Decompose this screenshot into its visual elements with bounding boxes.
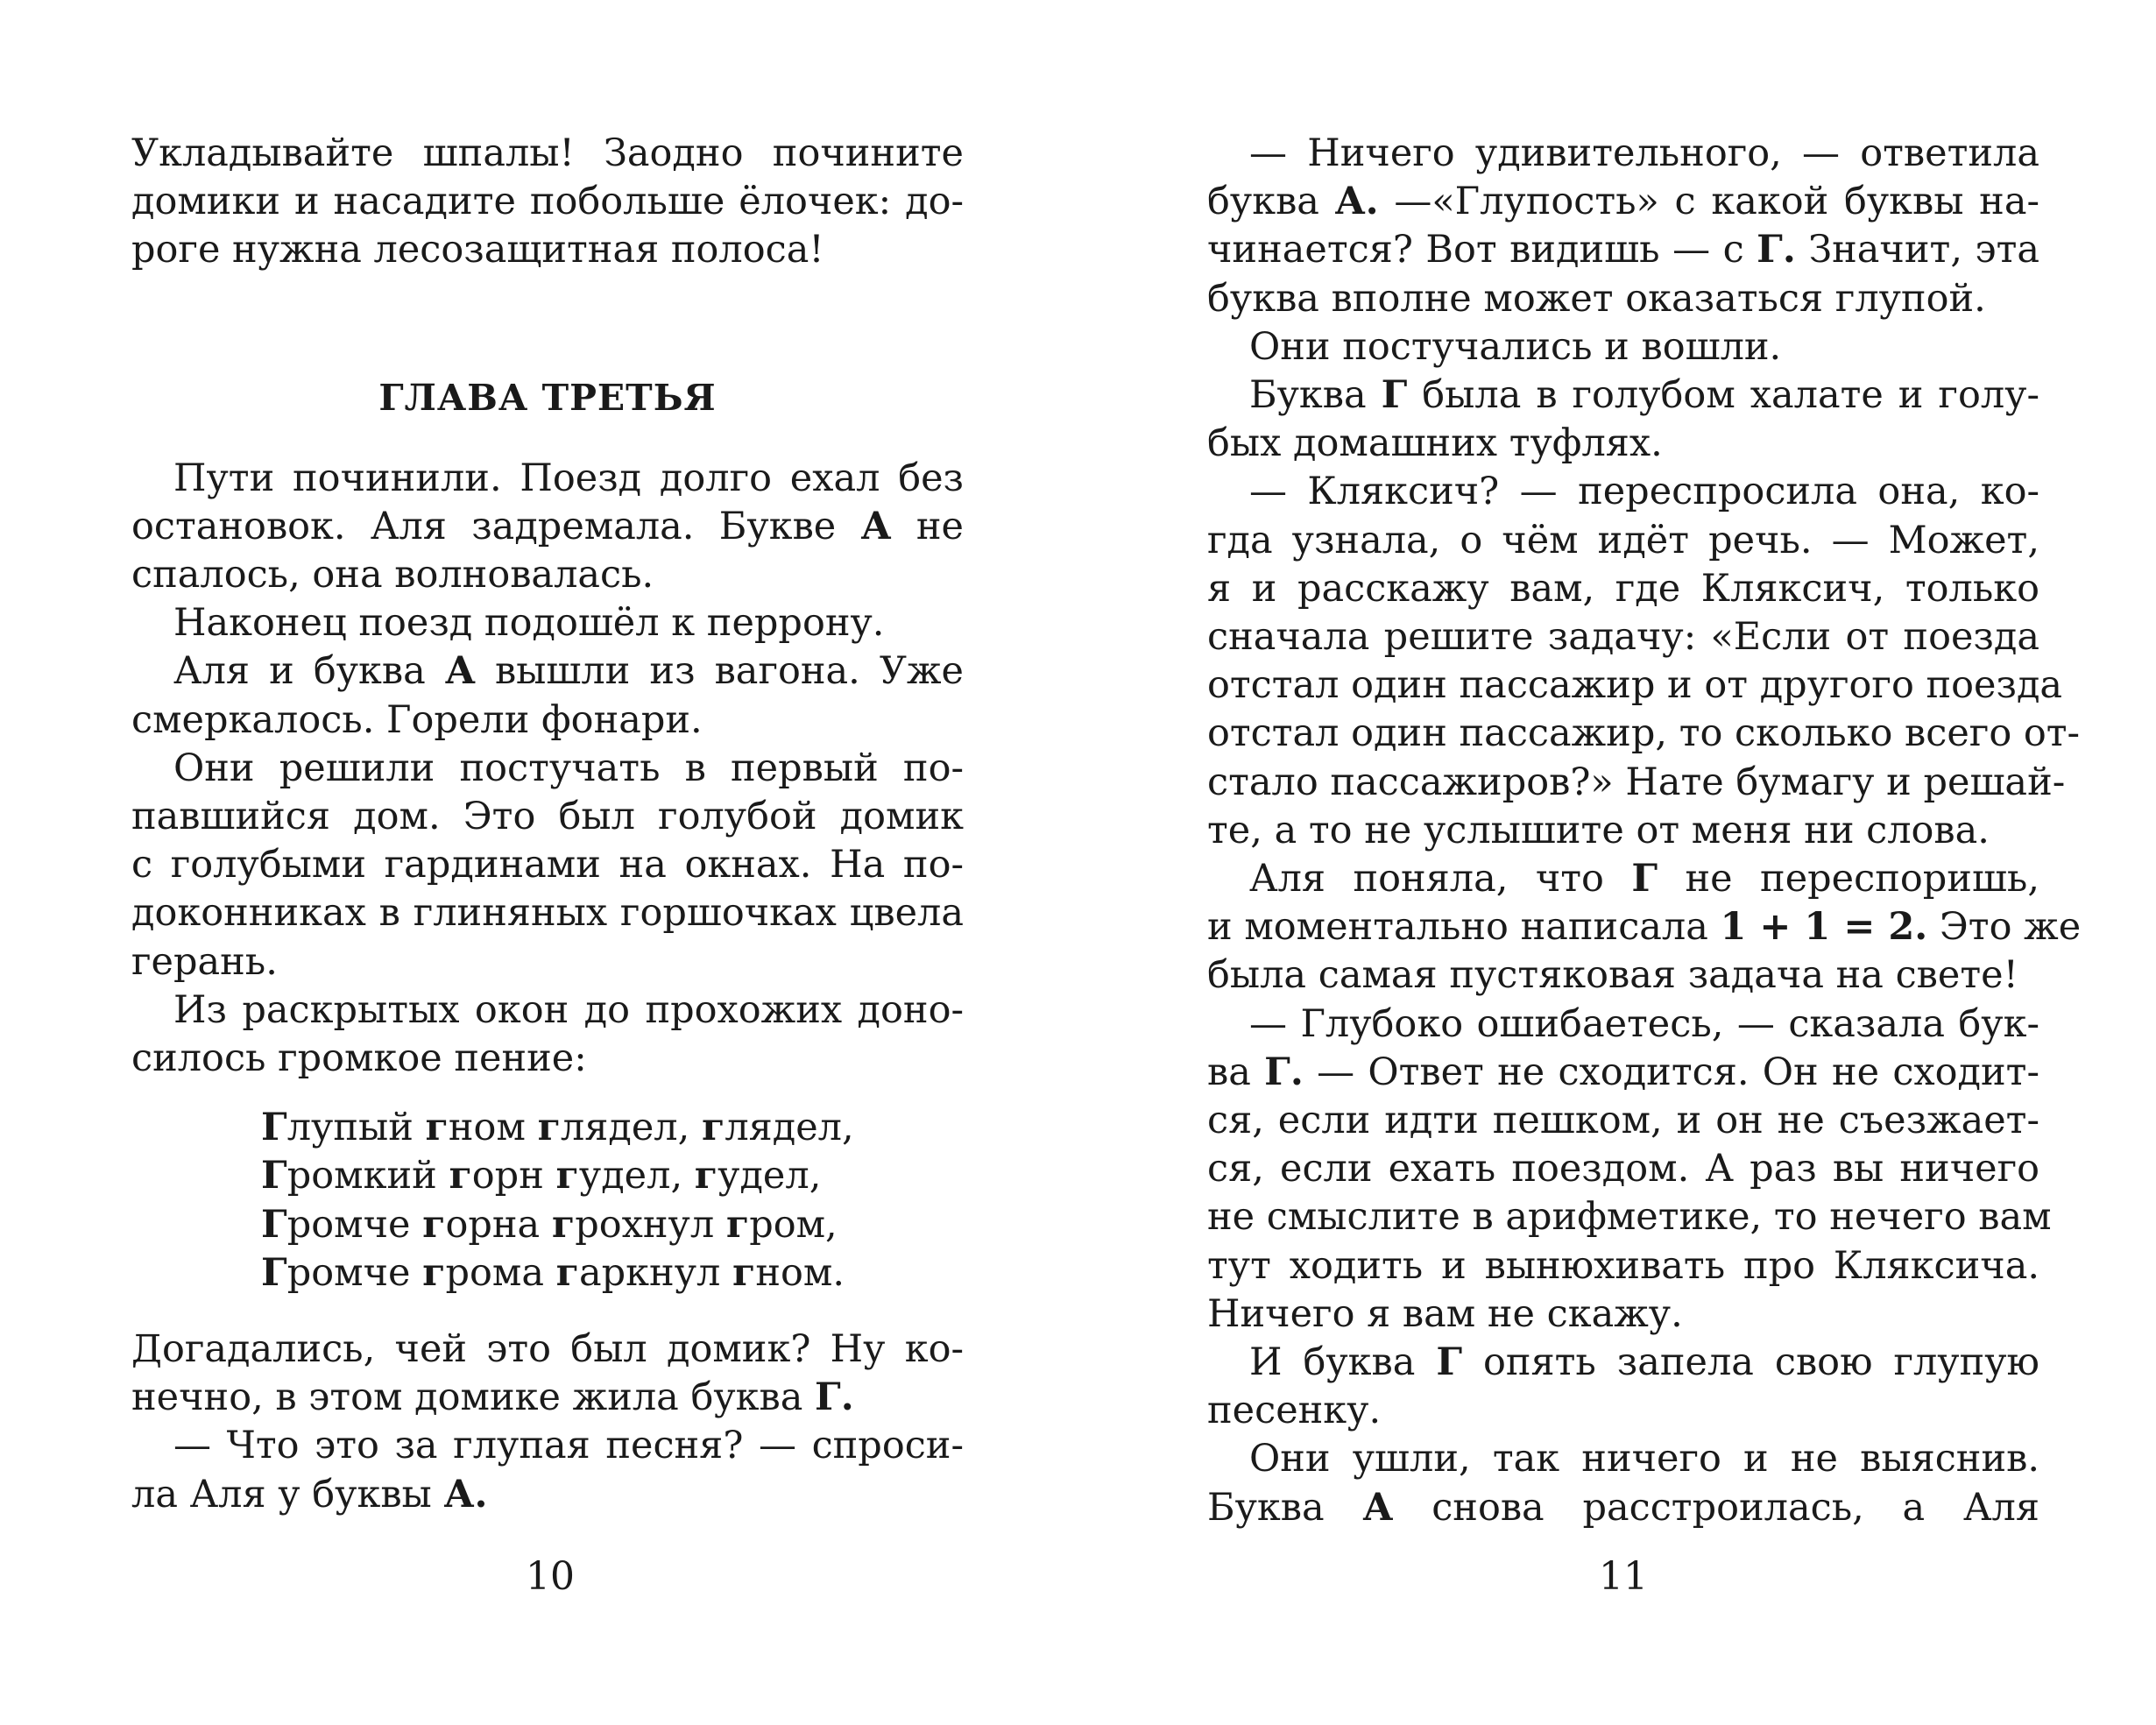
text-line: те, а то не услышите от меня ни слова. [1207, 808, 1990, 852]
text-line: Аля и буква А вышли из вагона. Уже [173, 649, 964, 694]
text-line: Буква А снова расстроилась, а Аля [1207, 1485, 2039, 1530]
text-line: ла Аля у буквы А. [131, 1472, 488, 1516]
text-line: с голубыми гардинами на окнах. На по- [131, 843, 964, 887]
text-line: герань. [131, 939, 278, 984]
text-line: павшийся дом. Это был голубой домик [131, 795, 964, 839]
text-line: ся, если идти пешком, и он не съезжает- [1207, 1099, 2039, 1143]
text-line: домики и насадите побольше ёлочек: до- [131, 180, 964, 224]
text-line: тут ходить и вынюхивать про Кляксича. [1207, 1243, 2039, 1288]
text-line: Они решили постучать в первый по- [173, 746, 964, 790]
text-line: я и расскажу вам, где Кляксич, только [1207, 566, 2039, 611]
poem-line: Громче грома гаркнул гном. [261, 1250, 845, 1295]
text-line: Они постучались и вошли. [1249, 324, 1782, 369]
text-line: ва Г. — Ответ не сходится. Он не сходит- [1207, 1050, 2039, 1094]
text-line: ся, если ехать поездом. А раз вы ничего [1207, 1147, 2039, 1191]
paragraph [131, 647, 964, 744]
poem-line: Громче горна грохнул гром, [261, 1202, 838, 1247]
poem-line: Громкий горн гудел, гудел, [261, 1154, 822, 1198]
text-line: Пути починили. Поезд долго ехал без [173, 456, 964, 500]
text-line: остановок. Аля задремала. Букве А не [131, 504, 965, 548]
paragraph [1207, 1000, 2052, 1339]
paragraph [131, 1422, 964, 1518]
text-line: нечно, в этом домике жила буква Г. [131, 1375, 854, 1420]
paragraph [1207, 1339, 2039, 1435]
text-line: роге нужна лесозащитная полоса! [131, 228, 824, 272]
paragraph [131, 745, 964, 986]
text-line: — Глубоко ошибаетесь, — сказала бук- [1249, 1001, 2039, 1046]
poem-line: Глупый гном глядел, глядел, [261, 1106, 854, 1150]
text-line: Догадались, чей это был домик? Ну ко- [131, 1327, 964, 1372]
paragraph [1207, 323, 2039, 371]
page-number-right: 11 [1599, 1554, 1648, 1599]
paragraph [131, 1326, 964, 1422]
text-line: и моментально написала 1 + 1 = 2. Это же [1207, 905, 2082, 950]
text-line: Из раскрытых окон до прохожих доно- [173, 987, 964, 1032]
text-line: Они ушли, так ничего и не выяснив. [1249, 1437, 2039, 1481]
text-line: гда узнала, о чём идёт речь. — Может, [1207, 518, 2039, 562]
text-line: песенку. [1207, 1389, 1382, 1433]
intro-paragraph [131, 130, 964, 275]
poem [261, 1104, 964, 1297]
text-line: Наконец поезд подошёл к перрону. [173, 601, 885, 646]
right-page [1207, 130, 2082, 1532]
text-line: отстал один пассажир и от другого поезда [1207, 663, 2063, 708]
paragraph [131, 455, 964, 600]
text-line: сначала решите задачу: «Если от поезда [1207, 615, 2039, 660]
paragraph [131, 599, 964, 647]
text-line: — Что это за глупая песня? — спроси- [173, 1424, 964, 1468]
paragraph [1207, 855, 2082, 1000]
text-line: не смыслите в арифметике, то нечего вам [1207, 1195, 2052, 1240]
text-line: отстал один пассажир, то сколько всего от- [1207, 711, 2081, 756]
text-line: спалось, она волновалась. [131, 553, 654, 597]
page-number-left: 10 [526, 1554, 575, 1599]
paragraph [1207, 371, 2039, 468]
text-line: — Кляксич? — переспросила она, ко- [1249, 470, 2039, 514]
text-line: силось громкое пение: [131, 1036, 587, 1081]
text-line: бых домашних туфлях. [1207, 421, 1663, 466]
paragraph [131, 986, 964, 1083]
text-line: стало пассажиров?» Нате бумагу и решай- [1207, 760, 2066, 804]
text-line: смеркалось. Горели фонари. [131, 697, 703, 742]
text-line: чинается? Вот видишь — с Г. Значит, эта [1207, 228, 2039, 272]
paragraph [1207, 1435, 2039, 1531]
paragraph [1207, 468, 2081, 855]
text-line: Укладывайте шпалы! Заодно почините [131, 131, 964, 175]
paragraph [1207, 130, 2039, 323]
chapter-heading: ГЛАВА ТРЕТЬЯ [378, 376, 717, 419]
text-line: Аля поняла, что Г не переспоришь, [1249, 857, 2039, 901]
text-line: Буква Г была в голубом халате и голу- [1249, 373, 2039, 418]
text-line: буква А. —«Глупость» с какой буквы на- [1207, 180, 2040, 224]
text-line: И буква Г опять запела свою глупую [1249, 1340, 2039, 1385]
text-line: Ничего я вам не скажу. [1207, 1291, 1683, 1336]
text-line: доконниках в глиняных горшочках цвела [131, 891, 964, 936]
text-line: буква вполне может оказаться глупой. [1207, 276, 1986, 321]
left-page [131, 130, 964, 1519]
text-line: — Ничего удивительного, — ответила [1249, 131, 2039, 175]
text-line: была самая пустяковая задача на свете! [1207, 953, 2018, 998]
